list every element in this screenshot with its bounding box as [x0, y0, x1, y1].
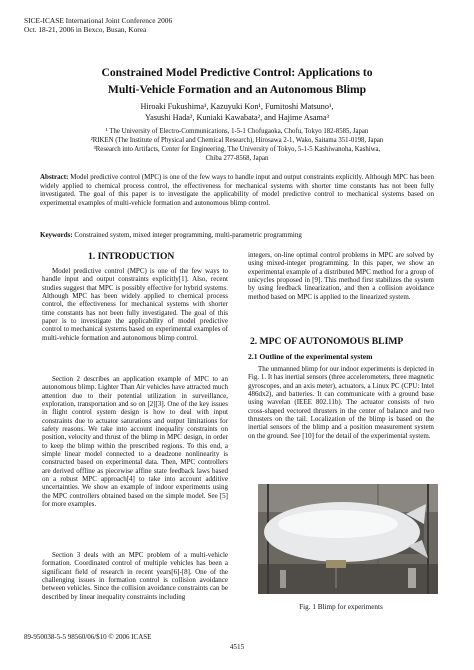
conference-date: Oct. 18-21, 2006 in Bexco, Busan, Korea	[24, 25, 147, 34]
section-heading-introduction: 1. INTRODUCTION	[88, 251, 175, 262]
affiliation-3: ³Research into Artifacts, Center for Engineering, The University of Tokyo, 5-1-5 Kashiwanoha, Kashiwa,	[93, 146, 381, 153]
footer-code: 89-950038-5-5 98560/06/$10 © 2006 ICASE	[24, 633, 152, 641]
abstract	[40, 173, 434, 208]
authors-line2: Yasushi Hada², Kuniaki Kawabata², and Hajime Asama³	[145, 113, 329, 122]
abstract-text: Model predictive control (MPC) is one of the few ways to handle input and output constraints explicitly. Although MPC has been widely applied to chemical process control, the effectiveness for mechanical systems with shorter time constants has not been fully investigated. The goal of this paper is to investigate the applicability of model predictive control to mechanical systems based on experimental examples of multi-vehicle formation and autonomous blimp control.	[40, 173, 435, 207]
affiliation-3-cont: Chiba 277-8568, Japan	[205, 155, 269, 162]
subsection-heading-outline: 2.1 Outline of the experimental system	[248, 352, 373, 361]
intro-paragraph-continued: integers, on-line optimal control problems in MPC are solved by using mixed-integer programming. In this paper, we show an experimental example of a distributed MPC method for a group of unicycles proposed in [9]. This method first stabilizes the system by using feedback linearization, and then a collision avoidance method based on MPC is applied to the linearized system.	[248, 251, 434, 301]
section-heading-blimp: 2. MPC OF AUTONOMOUS BLIMP	[250, 336, 404, 347]
conference-header	[24, 16, 172, 34]
blimp-photo	[258, 484, 438, 594]
intro-paragraph-2: Section 2 describes an application example of MPC to an autonomous blimp. Lighter Than Air vehicles have attracted much attention due to their potential utilization in surveillance, exploration, transportation and so on [2][3]. One of the key issues in flight control system design is how to deal with input constraints due to actuator saturations and output limitations for safety reasons. We take into account inequality constraints on position, velocity and thrust of the blimp in MPC design, in order to keep the blimp within the prescribed regions. To this end, a simple linear model connected to a deadzone nonlinearity is constructed based on experimental data. Then, MPC controllers are derived offline as piecewise affine state feedback laws based on a robust MPC approach[4] to take into account additive uncertainties. We show an example of indoor experiments using the MPC controllers obtained based on the simple model. See [5] for more examples.	[42, 375, 228, 509]
authors-line1: Hiroaki Fukushima¹, Kazuyuki Kon¹, Fumitoshi Matsuno¹,	[140, 102, 334, 111]
paper-title-line2: Multi-Vehicle Formation and an Autonomous Blimp	[107, 83, 367, 96]
paper-title-line1: Constrained Model Predictive Control: Applications to	[101, 66, 373, 79]
keywords-label: Keywords:	[40, 231, 73, 239]
intro-paragraph-1: Model predictive control (MPC) is one of the few ways to handle input and output constraints explicitly[1]. Also, recent studies suggest that MPC is possibly effective for hybrid systems. Although MPC has been widely applied to chemical process control, the effectiveness for mechanical systems with shorter time constants has not been fully investigated. The goal of this paper is to investigate the applicability of model predictive control to mechanical systems based on experimental examples of multi-vehicle formation and autonomous blimp control.	[42, 267, 228, 342]
abstract-label: Abstract:	[40, 173, 69, 181]
blimp-paragraph-1: The unmanned blimp for our indoor experiments is depicted in Fig. 1. It has inertial sensors (three accelerometers, three magnetic gyroscopes, and an axis meter), actuators, a Linux PC (CPU: Intel 486dx2), and batteries. It can communicate with a ground base using wavelan (IEEE 802.11b). The actuator consists of two cross-shaped vectored thrusters in the center of balance and two thrusters on the tail. Localization of the blimp is based on the inertial sensors of the blimp and a position measurement system on the ground. See [10] for the detail of the experimental system.	[248, 365, 434, 440]
affiliation-1: ¹ The University of Electro-Communications, 1-5-1 Chofugaoka, Chofu, Tokyo 182-8585, Japan	[105, 128, 369, 135]
page-number: 4515	[229, 643, 245, 651]
figure-caption: Fig. 1 Blimp for experiments	[299, 603, 383, 611]
keywords-text: Constrained system, mixed integer programming, multi-parametric programming	[74, 231, 302, 239]
blimp-illustration	[258, 484, 438, 594]
intro-paragraph-3: Section 3 deals with an MPC problem of a multi-vehicle formation. Coordinated control of multiple vehicles has been a significant field of research in recent years[6]-[8]. One of the challenging issues in formation control is collision avoidance between vehicles. Since the collision avoidance constraints can be described by linear inequality constraints including	[42, 551, 228, 601]
conference-name: SICE-ICASE International Joint Conference 2006	[24, 16, 173, 25]
keywords	[40, 231, 302, 239]
affiliation-2: ²RIKEN (The Institute of Physical and Chemical Research), Hirosawa 2-1, Wako, Saitama 351-0198, Japan	[90, 137, 384, 144]
